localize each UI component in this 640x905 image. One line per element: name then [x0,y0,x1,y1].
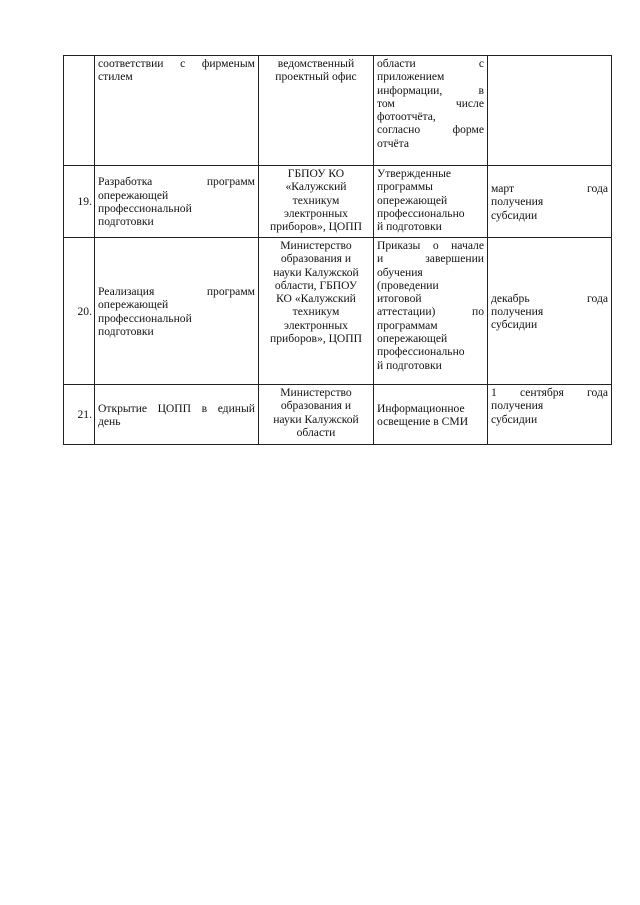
executor-line: образования и [280,399,352,413]
result-line: аттестации) по [377,305,484,319]
executor-line: «Калужский [285,180,347,194]
row-number: 21. [64,385,95,445]
task-cell [95,166,259,238]
result-line: том числе [377,96,484,110]
task-line: Реализация программ [98,284,255,298]
result-line: опережающей [377,332,448,346]
executor-line: электронных [284,318,348,332]
result-line: Приказы о начале [377,239,484,252]
term-cell [488,238,612,385]
executor-line: электронных [284,206,348,220]
executor-line: Министерство [280,239,352,252]
executor-line: области [296,425,336,439]
term-line: субсидии [491,208,538,222]
result-line: освещение в СМИ [377,415,469,428]
executor-line: техникум [292,305,340,319]
result-line: й подготовки [377,220,442,234]
term-line: получения [491,195,544,209]
executor-cell [259,238,374,385]
result-line: обучения [377,265,423,279]
result-line: области с [377,57,484,70]
task-cell [95,385,259,445]
term-line: субсидии [491,318,538,332]
result-line: профессионально [377,345,465,359]
executor-line: области, ГБПОУ [274,278,358,292]
task-line: подготовки [98,215,154,229]
executor-line: КО «Калужский [276,292,356,306]
executor-line: науки Калужской [273,412,359,426]
plan-table [63,55,612,445]
result-line: программы [377,180,433,194]
task-line: подготовки [98,324,154,338]
result-line: приложением [377,70,445,84]
result-line: итоговой [377,292,422,306]
row-number: 19. [64,166,95,238]
row-number: 20. [64,238,95,385]
executor-cell [259,56,374,166]
executor-line: науки Калужской [273,265,359,279]
executor-line: приборов», ЦОПП [270,332,362,346]
term-cell [488,56,612,166]
term-cell [488,385,612,445]
result-line: программам [377,318,438,332]
executor-line: образования и [280,252,352,266]
task-cell [95,56,259,166]
executor-line: техникум [292,193,340,207]
table-row [64,238,612,385]
executor-line: ведомственный [277,57,355,70]
result-cell [374,166,488,238]
result-line: й подготовки [377,358,442,372]
task-line: день [98,415,121,428]
term-line: получения [491,399,544,413]
result-line: информации, в [377,83,484,97]
task-line: Открытие ЦОПП в единый [98,401,255,415]
table-row [64,385,612,445]
result-line: Информационное [377,401,465,415]
term-cell [488,166,612,238]
task-line: профессиональной [98,202,192,215]
result-line: Утвержденные [377,167,452,180]
result-cell [374,238,488,385]
result-line: фотоотчёта, [377,110,436,124]
task-line: опережающей [98,298,169,312]
result-line: и завершении [377,252,484,266]
result-line: профессионально [377,206,465,220]
result-line: отчёта [377,136,410,150]
task-line: профессиональной [98,311,192,325]
result-line: опережающей [377,193,448,207]
term-line: субсидии [491,412,538,426]
term-line: декабрь года [491,291,608,305]
executor-line: проектный офис [275,70,357,84]
executor-line: приборов», ЦОПП [270,220,362,234]
task-line: соответствии с фирменым [98,57,255,70]
table-row [64,56,612,166]
term-line: получения [491,304,544,318]
executor-line: ГБПОУ КО [287,167,345,180]
result-line: согласно форме [377,123,484,137]
term-line: март года [491,182,608,196]
executor-cell [259,385,374,445]
task-line: Разработка программ [98,175,255,189]
result-cell [374,56,488,166]
task-cell [95,238,259,385]
task-line: стилем [98,70,133,84]
result-line: (проведении [377,278,439,292]
table-row [64,166,612,238]
term-line: 1 сентября года [491,386,608,399]
task-line: опережающей [98,188,169,202]
executor-line: Министерство [280,386,352,399]
row-number [64,56,95,166]
result-cell [374,385,488,445]
executor-cell [259,166,374,238]
